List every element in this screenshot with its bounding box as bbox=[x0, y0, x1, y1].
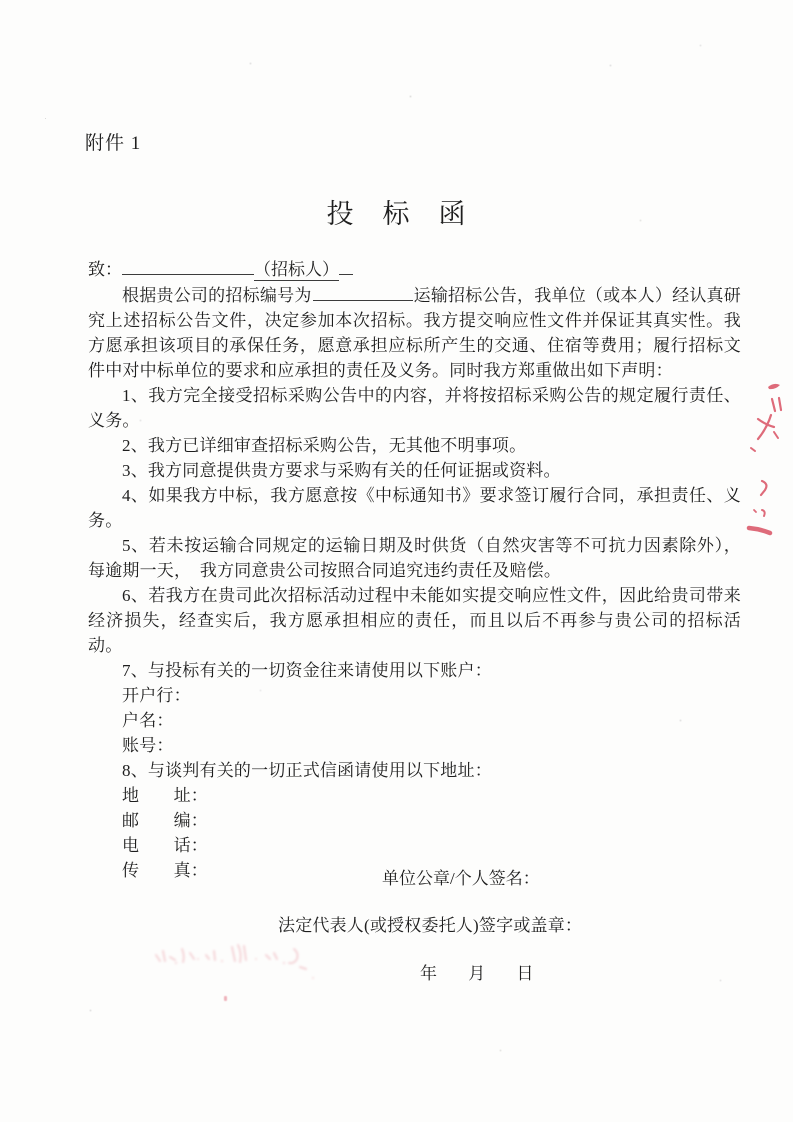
address-intro-item-8: 8、与谈判有关的一切正式信函请使用以下地址： bbox=[122, 761, 492, 780]
legal-representative-label: 法定代表人(或授权委托人)签字或盖章： bbox=[278, 916, 583, 935]
recipient-paren-label: （招标人） bbox=[254, 260, 339, 279]
declaration-item-2: 2、我方已详细审查招标采购公告，无其他不明事项。 bbox=[122, 436, 527, 455]
recipient-line bbox=[88, 255, 353, 280]
date-day-label: 日 bbox=[516, 964, 534, 983]
declaration-item-4: 4、如果我方中标，我方愿意按《中标通知书》要求签订履行合同，承担责任、义务。 bbox=[88, 486, 741, 530]
declaration-item-5: 5、若未按运输合同规定的运输日期及时供货（自然灾害等不可抗力因素除外），每逾期一天， 我方同意贵公司按照合同追究违约责任及赔偿。 bbox=[88, 536, 741, 580]
red-ink-annotation bbox=[735, 370, 793, 545]
intro-text-after-blank: 运输招标公告，我单位（或本人）经认真研究上述招标公告文件，决定参加本次招标。我方提交响应性文件并保证其真实性。我方愿承担该项目的承保任务，愿意承担应标所产生的交通、住宿等费用；履行招标文件中对中标单位的要求和应承担的责任及义务。同时我方郑重做出如下声明： bbox=[88, 286, 741, 380]
declaration-item-6: 6、若我方在贵司此次招标活动过程中未能如实提交响应性文件，因此给贵司带来经济损失，经查实后，我方愿承担相应的责任，而且以后不再参与贵公司的招标活动。 bbox=[88, 586, 741, 655]
phone-field-label: 电 话： bbox=[122, 836, 208, 855]
account-number-field-label: 账号： bbox=[122, 736, 174, 755]
bank-name-field-label: 开户行： bbox=[122, 686, 191, 705]
fax-field-label: 传 真： bbox=[122, 861, 208, 880]
date-line bbox=[420, 959, 534, 984]
intro-text-before-blank: 根据贵公司的招标编号为 bbox=[122, 286, 312, 305]
intro-paragraph bbox=[88, 283, 741, 383]
scan-noise bbox=[45, 118, 46, 119]
document-body bbox=[88, 283, 741, 883]
date-month-label: 月 bbox=[468, 964, 486, 983]
postcode-field-label: 邮 编： bbox=[122, 811, 208, 830]
account-holder-field-label: 户名： bbox=[122, 711, 174, 730]
seal-signature-label: 单位公章/个人签名： bbox=[382, 869, 540, 888]
attachment-label: 附件 1 bbox=[85, 133, 142, 154]
recipient-underline-tail bbox=[339, 257, 353, 275]
declaration-item-3: 3、我方同意提供贵方要求与采购有关的任何证据或资料。 bbox=[122, 461, 561, 480]
recipient-prefix: 致： bbox=[88, 260, 122, 279]
red-ink-speck bbox=[224, 996, 227, 1001]
address-field-label: 地 址： bbox=[122, 786, 208, 805]
date-year-label: 年 bbox=[420, 964, 437, 983]
document-title: 投 标 函 bbox=[326, 199, 467, 229]
declaration-item-1: 1、我方完全接受招标采购公告中的内容，并将按招标采购公告的规定履行责任、义务。 bbox=[88, 386, 741, 430]
recipient-blank-underline bbox=[122, 257, 254, 275]
faded-stamp-smudge bbox=[148, 933, 333, 993]
declaration-item-7: 7、与投标有关的一切资金往来请使用以下账户： bbox=[122, 661, 492, 680]
tender-number-blank bbox=[313, 283, 413, 301]
